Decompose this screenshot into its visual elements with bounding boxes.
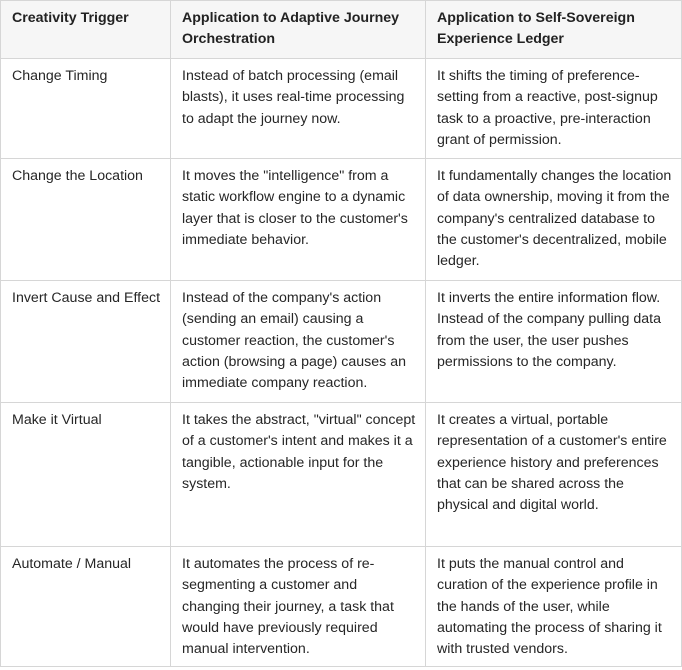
table-header	[1, 1, 682, 59]
header-self-sovereign-ledger: Application to Self-Sovereign Experience Ledger	[426, 1, 682, 59]
cell-ledger: It fundamentally changes the location of data ownership, moving it from the company's centralized database to the customer's decentralized, mobile ledger.	[426, 159, 682, 281]
header-row	[1, 1, 682, 59]
cell-adaptive: It moves the "intelligence" from a static workflow engine to a dynamic layer that is closer to the customer's immediate behavior.	[171, 159, 426, 281]
table-row	[1, 547, 682, 667]
table-row	[1, 281, 682, 403]
cell-trigger: Automate / Manual	[1, 547, 171, 667]
cell-trigger: Change Timing	[1, 59, 171, 159]
header-creativity-trigger: Creativity Trigger	[1, 1, 171, 59]
cell-ledger: It puts the manual control and curation of the experience profile in the hands of the user, while automating the process of sharing it with trusted vendors.	[426, 547, 682, 667]
cell-ledger: It shifts the timing of preference-setting from a reactive, post-signup task to a proactive, pre-interaction grant of permission.	[426, 59, 682, 159]
table-row	[1, 403, 682, 547]
cell-adaptive: Instead of batch processing (email blasts), it uses real-time processing to adapt the journey now.	[171, 59, 426, 159]
cell-adaptive: Instead of the company's action (sending an email) causing a customer reaction, the customer's action (browsing a page) causes an immediate company reaction.	[171, 281, 426, 403]
cell-ledger: It inverts the entire information flow. Instead of the company pulling data from the user, the user pushes permissions to the company.	[426, 281, 682, 403]
cell-trigger: Change the Location	[1, 159, 171, 281]
header-adaptive-journey: Application to Adaptive Journey Orchestration	[171, 1, 426, 59]
table-body	[1, 59, 682, 667]
table-row	[1, 159, 682, 281]
cell-adaptive: It automates the process of re-segmenting a customer and changing their journey, a task that would have previously required manual intervention.	[171, 547, 426, 667]
cell-trigger: Make it Virtual	[1, 403, 171, 547]
cell-trigger: Invert Cause and Effect	[1, 281, 171, 403]
cell-adaptive: It takes the abstract, "virtual" concept of a customer's intent and makes it a tangible, actionable input for the system.	[171, 403, 426, 547]
cell-ledger: It creates a virtual, portable representation of a customer's entire experience history and preferences that can be shared across the physical and digital world.	[426, 403, 682, 547]
table-row	[1, 59, 682, 159]
